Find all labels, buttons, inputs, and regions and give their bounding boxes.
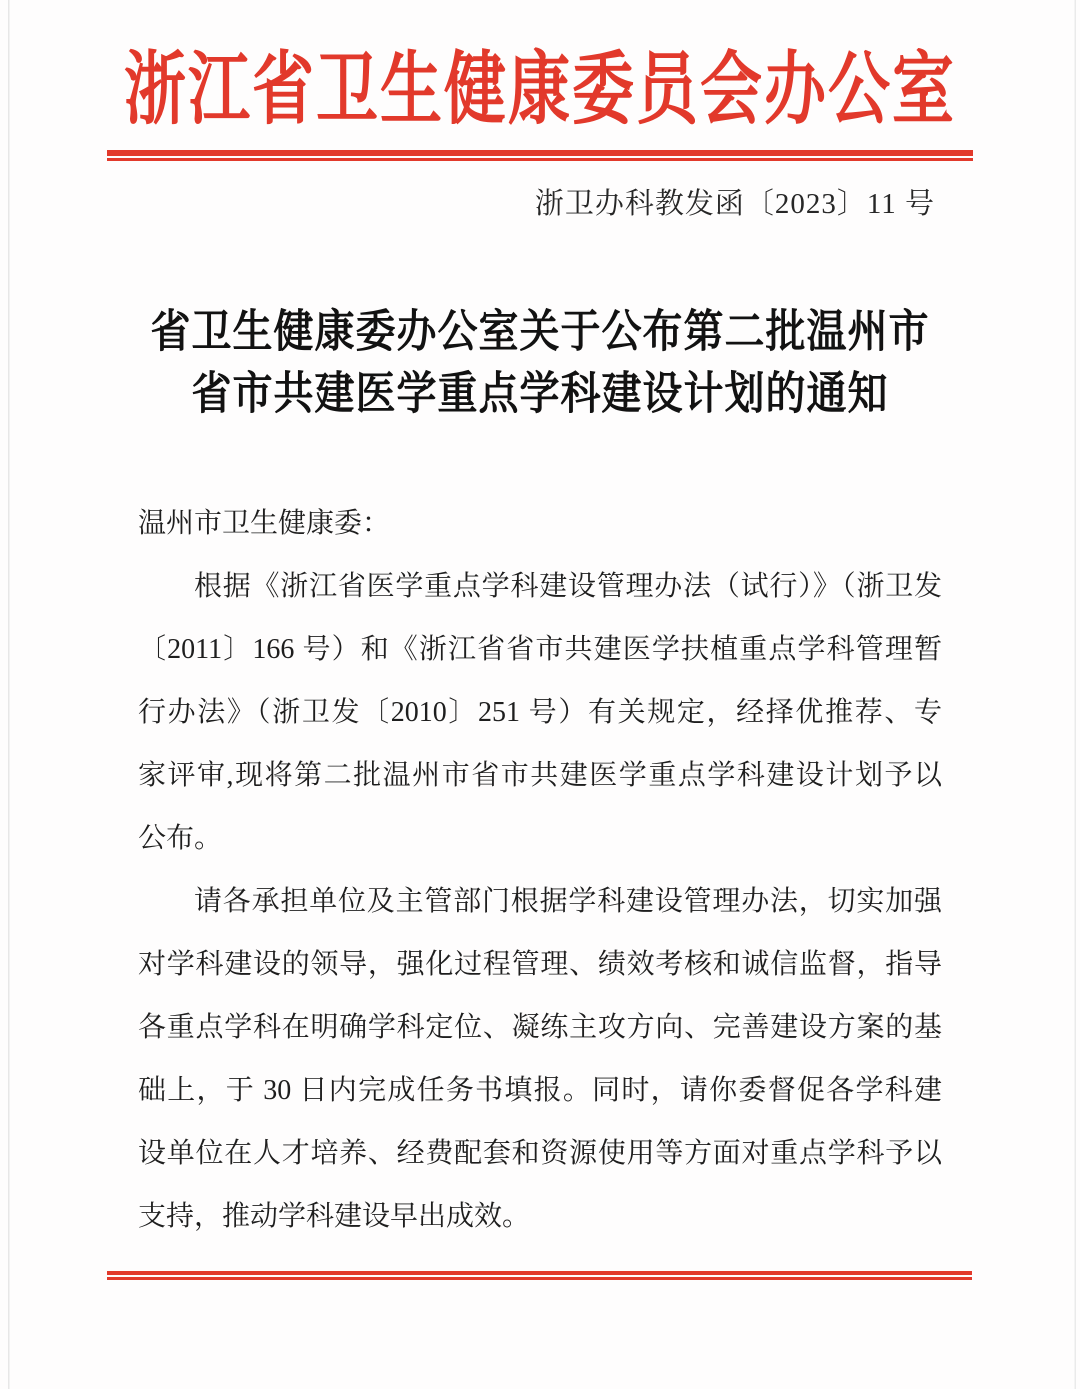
body-text-line: 础上，于 30 日内完成任务书填报。同时，请你委督促各学科建 [138,1075,942,1106]
recipient-salutation: 温州市卫生健康委： [138,508,391,539]
document-body [138,492,942,1248]
letterhead-org-name: 浙江省卫生健康委员会办公室 [123,47,956,135]
body-paragraph [138,555,942,870]
body-text-line: 请各承担单位及主管部门根据学科建设管理办法，切实加强 [194,886,942,917]
document-title [0,301,1080,425]
footer-rule [107,1271,972,1280]
body-text-line: 〔2011〕166 号）和《浙江省省市共建医学扶植重点学科管理暂 [138,634,942,665]
page-scan-edge-left [8,0,10,1389]
document-title-line: 省卫生健康委办公室关于公布第二批温州市 [150,306,930,357]
body-paragraph [138,870,942,1248]
letterhead-rule [107,150,973,161]
body-text-line: 家评审,现将第二批温州市省市共建医学重点学科建设计划予以 [138,760,942,791]
body-text-line: 各重点学科在明确学科定位、凝练主攻方向、完善建设方案的基 [138,1012,942,1043]
body-text-line: 根据《浙江省医学重点学科建设管理办法（试行）》（浙卫发 [194,571,942,602]
body-text-line: 对学科建设的领导，强化过程管理、绩效考核和诚信监督，指导 [138,949,942,980]
body-text-line: 支持，推动学科建设早出成效。 [138,1201,531,1232]
document-reference-number: 浙卫办科教发函〔2023〕11 号 [534,188,935,220]
document-title-line: 省市共建医学重点学科建设计划的通知 [191,368,889,419]
body-text-line: 行办法》（浙卫发〔2010〕251 号）有关规定，经择优推荐、专 [138,697,942,728]
body-text-line: 设单位在人才培养、经费配套和资源使用等方面对重点学科予以 [138,1138,942,1169]
body-text-line: 公布。 [138,823,223,854]
page-scan-edge-right [1074,0,1076,1389]
